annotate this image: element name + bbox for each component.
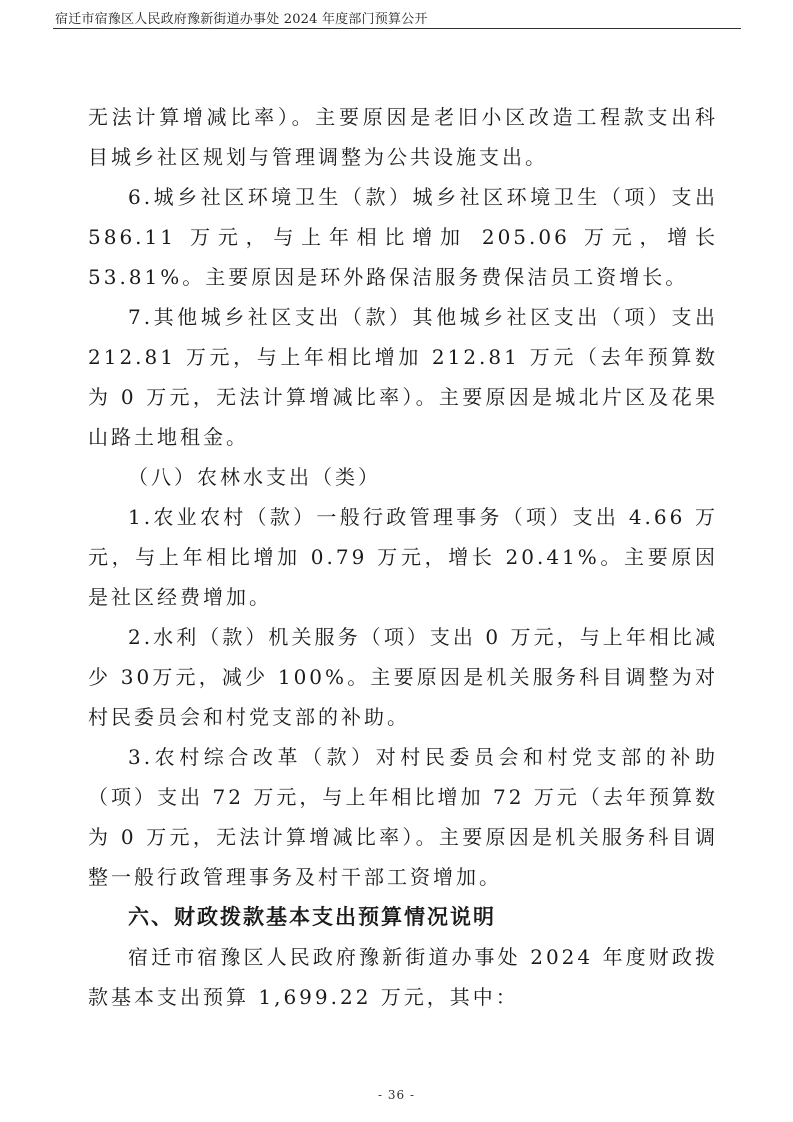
document-body — [88, 97, 718, 1017]
paragraph-item-6: 6.城乡社区环境卫生（款）城乡社区环境卫生（项）支出586.11 万元，与上年相比增加 205.06 万元，增长 53.81%。主要原因是环外路保洁服务费保洁员工资增长。 — [88, 185, 718, 289]
page-header: 宿迁市宿豫区人民政府豫新街道办事处 2024 年度部门预算公开 — [55, 12, 428, 27]
page-number: - 36 - — [377, 1088, 415, 1102]
paragraph-continuation: 无法计算增减比率）。主要原因是老旧小区改造工程款支出科目城乡社区规划与管理调整为公共设施支出。 — [88, 105, 718, 169]
subsection-heading-agriculture: （八）农林水支出（类） — [128, 465, 381, 489]
paragraph-basic-expenditure: 宿迁市宿豫区人民政府豫新街道办事处 2024 年度财政拨款基本支出预算 1,699.22 万元，其中： — [88, 945, 718, 1009]
paragraph-item-7: 7.其他城乡社区支出（款）其他城乡社区支出（项）支出212.81 万元，与上年相比增加 212.81 万元（去年预算数为 0 万元，无法计算增减比率）。主要原因是城北片区及花果山路土地租金。 — [88, 305, 718, 449]
section-heading-basic-expenditure: 六、财政拨款基本支出预算情况说明 — [128, 905, 496, 929]
paragraph-agri-item-2: 2.水利（款）机关服务（项）支出 0 万元，与上年相比减少 30万元，减少 100%。主要原因是机关服务科目调整为对村民委员会和村党支部的补助。 — [88, 625, 718, 729]
header-divider — [53, 28, 741, 29]
paragraph-agri-item-3: 3.农村综合改革（款）对村民委员会和村党支部的补助（项）支出 72 万元，与上年相比增加 72 万元（去年预算数为 0 万元，无法计算增减比率）。主要原因是机关服务科目调整一般行政管理事务及村干部工资增加。 — [88, 745, 718, 889]
paragraph-agri-item-1: 1.农业农村（款）一般行政管理事务（项）支出 4.66 万元，与上年相比增加 0.79 万元，增长 20.41%。主要原因是社区经费增加。 — [88, 505, 718, 609]
